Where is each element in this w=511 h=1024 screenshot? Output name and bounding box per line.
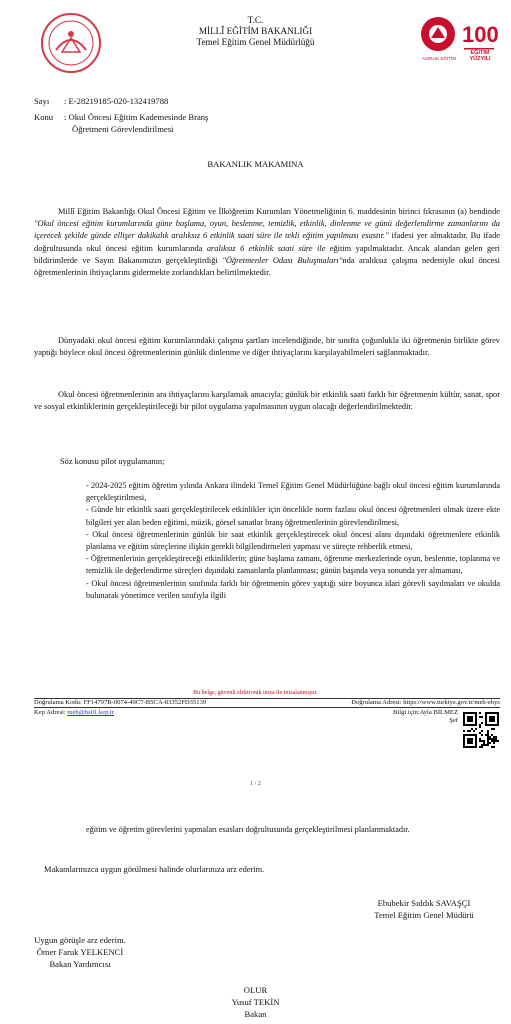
approval-line: Uygun görüşle arz ederim. xyxy=(34,935,126,945)
svg-text:ASIRLIK EĞİTİM: ASIRLIK EĞİTİM xyxy=(422,56,457,61)
signer-name: Ebubekir Sıddık SAVAŞÇI xyxy=(377,898,471,908)
signer-title: Temel Eğitim Genel Müdürü xyxy=(374,910,474,920)
deputy-title: Bakan Yardımcısı xyxy=(49,959,111,969)
p1-text-e: eğitim yapılmaktadır. Ancak alandan gelen geri bildirimlerde ve Sayın Bakanımızın gerçekleştirdiği xyxy=(34,243,500,265)
paragraph-1 xyxy=(34,206,500,279)
qr-code-icon xyxy=(463,712,499,748)
paragraph-2: Dünyadaki okul öncesi eğitim kurumlarındaki çalışma şartları incelendiğinde, bir sınıfta çoğunlukla iki öğretmenin birlikte görev yaptığı böylece okul öncesi öğretmenlerinin günlük dinlenme ve diğer ihtiyaçlarını karşılayabilmeleri sağlanmaktadır. xyxy=(34,336,500,358)
p1-quote: "Okul öncesi eğitim kurumlarında güne başlama, oyun, beslenme, temizlik, etkinlik, dinlenme ve günü değerlendirme zamanlarını da içerecek şekilde günde ellişer dakikalık aralıksız 6 etkinlik saati süre ile tekli eğitim yapılması esastır." xyxy=(34,219,500,241)
paragraph-4: Söz konusu pilot uygulamanın; xyxy=(60,457,165,466)
verify-code: Doğrulama Kodu: FF14797B-0074-49C7-B5CA-83352FD35139 xyxy=(34,699,207,706)
page2-continuation: eğitim ve öğretim görevlerini yapmaları esasları doğrultusunda gerçekleştirilmesi planlanmaktadır. xyxy=(86,825,410,834)
sayi-label: Sayı xyxy=(34,96,50,106)
p1-quote-2: "Öğretmenler Odası Buluşmaları" xyxy=(222,255,343,265)
list-item: - Günde bir etkinlik saati gerçekleştirilecek etkinlikler için öncelikle norm fazlası okul öncesi öğretmenleri olmak üzere ekte bilgileri yer alan beden eğitimi, müzik, görsel sanatlar branş öğretmenlerinin görevlendirilmesi, xyxy=(86,505,500,527)
kep-label: Kep Adresi: xyxy=(34,709,68,716)
kep-address xyxy=(34,709,114,717)
konu-value-1: : Okul Öncesi Eğitim Kademesinde Branş xyxy=(64,112,209,122)
minister-title: Bakan xyxy=(244,1009,267,1019)
konu-value-2: Öğretmeni Görevlendirilmesi xyxy=(72,124,174,134)
100-yil-egitim-logo xyxy=(418,8,500,74)
olur-label: OLUR xyxy=(243,985,268,995)
addressee: BAKANLIK MAKAMINA xyxy=(207,159,304,169)
list-item: - Okul öncesi öğretmenlerinin günlük bir saat etkinlik gerçekleştirecek okul öncesi alanı dışındaki öğretmenlere etkinlik planlama ve eğitim süreçlerine ilişkin gerekli bilgilendirmeleri yapması ve süreçte rehberlik etmesi, xyxy=(86,529,500,552)
list-item: - Okul öncesi öğretmenlerinin sınıfında farklı bir öğretmenin görev yaptığı süre boyunca idari görevli sayılmaları ve okulda bulunarak yönetimce verilen sınıfıyla ilgili xyxy=(86,578,500,600)
info-line-1: Bilgi için:Ayla BİLMEZ xyxy=(393,709,458,716)
p1-text-c: ifadesi yer almaktadır. Bu ifade doğrultusunda okul öncesi eğitim kurumlarında xyxy=(34,231,500,253)
pilot-list xyxy=(86,480,500,602)
list-item: - 2024-2025 eğitim öğretim yılında Ankara ilindeki Temel Eğitim Genel Müdürlüğüne bağlı okul öncesi eğitim kurumlarında gerçekleştirilmesi, xyxy=(86,481,500,503)
verify-address: Doğrulama Adresi: https://www.turkiye.gov.tr/meb-ebys xyxy=(351,699,500,706)
p1-text-g: nda aralıksız çalışma nedeniyle okul öncesi öğretmenlerinin ihtiyaçlarını gidermekte zorlandıkları belirtilmektedir. xyxy=(34,255,500,278)
kep-link[interactable]: meb@hs01.kep.tr xyxy=(67,709,115,716)
info-line-2: Şef xyxy=(449,717,458,724)
list-item: - Öğretmenlerinin gerçekleştireceği etkinliklerin; güne başlama zamanı, öğrenme merkezlerinde oyun, beslenme, toplanma ve temizlik ile değerlendirme süreçleri dışındaki zamanlarda planlanması; günün başında veya sonunda yer almaması, xyxy=(86,554,500,576)
closing-sentence: Makamlarınızca uygun görülmesi halinde olurlarınıza arz ederim. xyxy=(44,865,265,874)
logo-text: EĞİTİM YÜZYILI xyxy=(469,50,491,62)
header-ministry: MİLLÎ EĞİTİM BAKANLIĞI xyxy=(198,26,313,36)
p1-text-a: Millî Eğitim Bakanlığı Okul Öncesi Eğitim ve İlköğretim Kurumları Yönetmeliğinin 6. maddesinin birinci fıkrasının (a) bendinde xyxy=(58,207,500,216)
svg-text:100: 100 xyxy=(462,22,499,47)
p1-emph: aralıksız 6 etkinlik saati süre ile xyxy=(206,243,326,253)
header-tc: T.C. xyxy=(247,15,264,25)
footer-divider-2 xyxy=(34,707,500,708)
konu-label: Konu xyxy=(34,112,54,122)
e-signature-notice: Bu belge, güvenli elektronik imza ile imzalanmıştır. xyxy=(193,690,318,696)
paragraph-3: Okul öncesi öğretmenlerinin ara ihtiyaçlarını karşılamak amacıyla; günlük bir etkinlik saati farklı bir öğretmenin kültür, sanat, spor ve sosyal etkinliklerinin gerçekleştirileceği bir pilot uygulama yapılmasının uygun olacağı değerlendirilmektedir. xyxy=(34,390,500,412)
deputy-name: Ömer Faruk YELKENCİ xyxy=(36,947,124,957)
sayi-value: : E-28219185-020-132419788 xyxy=(64,96,169,106)
minister-name: Yusuf TEKİN xyxy=(231,997,280,1007)
header-directorate: Temel Eğitim Genel Müdürlüğü xyxy=(196,37,315,47)
page-number: 1 / 2 xyxy=(250,781,261,787)
